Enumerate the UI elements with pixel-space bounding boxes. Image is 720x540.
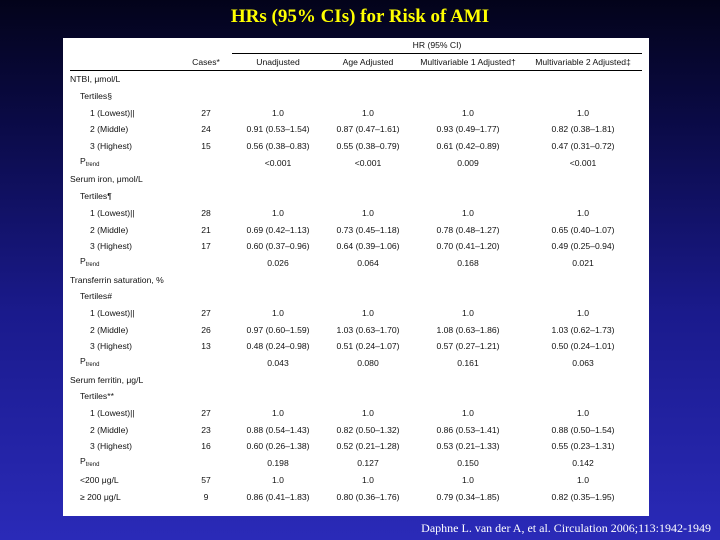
table-cell: 1.0 [462, 408, 474, 419]
row-label [70, 138, 180, 155]
table-cell: <0.001 [354, 157, 382, 168]
table-panel [63, 38, 649, 516]
table-cell: 9 [203, 491, 209, 502]
table-cell: 0.91 (0.53–1.54) [246, 124, 310, 135]
table-cell: 0.88 (0.54–1.43) [246, 424, 310, 435]
table-cell: 0.026 [267, 257, 289, 268]
table-cell: 0.49 (0.25–0.94) [551, 241, 615, 252]
table-cell: 0.063 [572, 358, 594, 369]
table-cell: 1.0 [272, 474, 284, 485]
table-cell: 0.57 (0.27–1.21) [436, 341, 500, 352]
row-label [70, 321, 180, 338]
row-label-text: Tertiles# [80, 291, 112, 302]
table-cell: 1.0 [272, 408, 284, 419]
row-label-text: Serum iron, μmol/L [70, 174, 143, 185]
table-cell: 1.0 [577, 474, 589, 485]
table-row [70, 71, 642, 88]
table-row [70, 488, 642, 505]
table-cell [324, 171, 412, 188]
row-label [70, 455, 180, 472]
row-label-text: Tertiles** [80, 391, 114, 402]
table-cell: 26 [201, 324, 211, 335]
table-group-header-row [70, 38, 642, 54]
row-label-subscript: trend [85, 161, 100, 168]
table-cell [180, 371, 232, 388]
table-row [70, 121, 642, 138]
table-cell: 1.0 [362, 474, 374, 485]
row-label-text: P [80, 155, 86, 166]
table-cell [524, 71, 642, 88]
table-cell [524, 271, 642, 288]
table-cell [324, 188, 412, 205]
table-cell [412, 271, 524, 288]
row-label-text: 2 (Middle) [90, 224, 129, 235]
row-label [70, 71, 180, 88]
table-cell: 15 [201, 141, 211, 152]
row-label-text: 3 (Highest) [90, 241, 133, 252]
table-cell: 1.0 [462, 207, 474, 218]
table-row [70, 388, 642, 405]
table-cell: 0.51 (0.24–1.07) [336, 341, 400, 352]
table-cell: 0.64 (0.39–1.06) [336, 241, 400, 252]
row-label [70, 221, 180, 238]
table-row [70, 305, 642, 322]
column-header-cases: Cases* [180, 54, 232, 71]
table-cell [324, 88, 412, 105]
row-label-text: NTBI, μmol/L [70, 74, 121, 85]
table-cell [524, 188, 642, 205]
row-label-subscript: trend [85, 462, 100, 469]
row-label-text: Transferrin saturation, % [70, 274, 164, 285]
table-cell: <0.001 [569, 157, 597, 168]
row-label-text: 3 (Highest) [90, 141, 133, 152]
table-cell: 0.73 (0.45–1.18) [336, 224, 400, 235]
row-label [70, 104, 180, 121]
table-cell: 57 [201, 474, 211, 485]
table-cell: 0.52 (0.21–1.28) [336, 441, 400, 452]
table-row [70, 154, 642, 171]
column-header-multivariable-1: Multivariable 1 Adjusted† [412, 54, 524, 71]
table-cell: 24 [201, 124, 211, 135]
table-cell: 17 [201, 241, 211, 252]
table-row [70, 255, 642, 272]
row-label [70, 121, 180, 138]
table-cell: 1.03 (0.62–1.73) [551, 324, 615, 335]
column-header-multivariable-2: Multivariable 2 Adjusted‡ [524, 54, 642, 71]
table-cell [180, 388, 232, 405]
table-cell: 0.70 (0.41–1.20) [436, 241, 500, 252]
table-cell [524, 88, 642, 105]
table-cell: 0.79 (0.34–1.85) [436, 491, 500, 502]
table-row [70, 138, 642, 155]
table-cell: 16 [201, 441, 211, 452]
row-label [70, 238, 180, 255]
table-cell [180, 88, 232, 105]
table-cell: 0.55 (0.38–0.79) [336, 141, 400, 152]
row-label-text: Tertiles§ [80, 91, 112, 102]
row-label [70, 472, 180, 489]
table-cell: 27 [201, 408, 211, 419]
table-cell: 0.60 (0.37–0.96) [246, 241, 310, 252]
table-cell [524, 388, 642, 405]
table-cell: 0.47 (0.31–0.72) [551, 141, 615, 152]
table-cell: 1.0 [577, 307, 589, 318]
table-cell: 23 [201, 424, 211, 435]
table-cell: 1.0 [577, 408, 589, 419]
table-cell: 1.0 [462, 107, 474, 118]
row-label-text: 1 (Lowest)|| [90, 307, 135, 318]
citation: Daphne L. van der A, et al. Circulation 2006;113:1942-1949 [421, 521, 711, 535]
row-label [70, 405, 180, 422]
table-cell: 0.127 [357, 458, 379, 469]
table-cell [180, 171, 232, 188]
table-cell: 0.142 [572, 458, 594, 469]
row-label [70, 288, 180, 305]
table-cell [232, 171, 324, 188]
row-label [70, 255, 180, 272]
row-label [70, 271, 180, 288]
table-cell: 1.0 [577, 207, 589, 218]
table-row [70, 171, 642, 188]
slide-title: HRs (95% CIs) for Risk of AMI [230, 6, 490, 27]
row-label-text: <200 μg/L [80, 474, 119, 485]
table-cell: 1.0 [462, 307, 474, 318]
table-cell: 0.021 [572, 257, 594, 268]
table-cell [232, 71, 324, 88]
table-cell: 0.82 (0.35–1.95) [551, 491, 615, 502]
table-cell: 0.150 [457, 458, 479, 469]
table-cell [324, 288, 412, 305]
table-cell: 0.56 (0.38–0.83) [246, 141, 310, 152]
row-label [70, 355, 180, 372]
table-cell: 0.61 (0.42–0.89) [436, 141, 500, 152]
table-cell [180, 271, 232, 288]
table-body [70, 71, 642, 505]
table-row [70, 271, 642, 288]
table-row [70, 472, 642, 489]
table-cell: 0.161 [457, 358, 479, 369]
row-label [70, 188, 180, 205]
row-label [70, 305, 180, 322]
column-header-age-adjusted: Age Adjusted [324, 54, 412, 71]
row-label [70, 371, 180, 388]
row-label-text: Tertiles¶ [80, 191, 112, 202]
table-cell: 0.65 (0.40–1.07) [551, 224, 615, 235]
row-label [70, 421, 180, 438]
table-row [70, 338, 642, 355]
table-row [70, 421, 642, 438]
table-cell: 1.0 [362, 307, 374, 318]
row-label-text: 1 (Lowest)|| [90, 107, 135, 118]
row-label-subscript: trend [85, 261, 100, 268]
table-cell: 1.03 (0.63–1.70) [336, 324, 400, 335]
table-cell [324, 371, 412, 388]
row-label [70, 338, 180, 355]
row-label-text: ≥ 200 μg/L [80, 491, 121, 502]
row-label [70, 88, 180, 105]
table-cell: 1.0 [577, 107, 589, 118]
table-cell [232, 288, 324, 305]
table-cell: 0.009 [457, 157, 479, 168]
table-cell: 0.080 [357, 358, 379, 369]
row-label [70, 205, 180, 222]
row-label-text: 3 (Highest) [90, 341, 133, 352]
row-label [70, 171, 180, 188]
row-label [70, 154, 180, 171]
row-label-text: 2 (Middle) [90, 124, 129, 135]
table-cell: 27 [201, 307, 211, 318]
table-cell [232, 371, 324, 388]
table-row [70, 405, 642, 422]
table-cell [412, 188, 524, 205]
row-label-subscript: trend [85, 362, 100, 369]
table-cell [180, 255, 232, 272]
table-row [70, 355, 642, 372]
table-cell: 0.87 (0.47–1.61) [336, 124, 400, 135]
row-label-text: P [80, 356, 86, 367]
table-cell [412, 88, 524, 105]
row-label-text: 1 (Lowest)|| [90, 408, 135, 419]
hr-group-header: HR (95% CI) [232, 40, 642, 54]
table-cell [412, 171, 524, 188]
table-cell [524, 288, 642, 305]
table-cell: 0.82 (0.50–1.32) [336, 424, 400, 435]
table-cell: 27 [201, 107, 211, 118]
table-cell: 1.08 (0.63–1.86) [436, 324, 500, 335]
table-cell: 0.86 (0.41–1.83) [246, 491, 310, 502]
table-cell: 0.88 (0.50–1.54) [551, 424, 615, 435]
table-cell: 0.78 (0.48–1.27) [436, 224, 500, 235]
table-cell [180, 154, 232, 171]
table-cell [232, 188, 324, 205]
table-row [70, 371, 642, 388]
table-cell [180, 355, 232, 372]
table-cell: 13 [201, 341, 211, 352]
table-row [70, 321, 642, 338]
table-cell: 0.93 (0.49–1.77) [436, 124, 500, 135]
table-cell: 1.0 [272, 307, 284, 318]
table-cell: 0.50 (0.24–1.01) [551, 341, 615, 352]
row-label-text: 2 (Middle) [90, 424, 129, 435]
table-row [70, 438, 642, 455]
table-cell [412, 71, 524, 88]
table-row [70, 288, 642, 305]
table-cell [232, 388, 324, 405]
table-row [70, 205, 642, 222]
table-cell: 0.48 (0.24–0.98) [246, 341, 310, 352]
table-cell [232, 271, 324, 288]
table-cell [180, 288, 232, 305]
table-cell [232, 88, 324, 105]
table-row [70, 455, 642, 472]
table-row [70, 188, 642, 205]
row-label-text: P [80, 456, 86, 467]
table-cell: 0.86 (0.53–1.41) [436, 424, 500, 435]
row-label [70, 388, 180, 405]
table-cell: 0.043 [267, 358, 289, 369]
table-cell: 0.53 (0.21–1.33) [436, 441, 500, 452]
column-header-unadjusted: Unadjusted [232, 54, 324, 71]
table-column-header-row [70, 54, 642, 71]
table-cell [180, 188, 232, 205]
hazard-ratio-table [70, 38, 642, 505]
table-cell [412, 288, 524, 305]
table-cell: <0.001 [264, 157, 292, 168]
row-label-text: 3 (Highest) [90, 441, 133, 452]
table-cell: 28 [201, 207, 211, 218]
table-cell: 21 [201, 224, 211, 235]
table-cell: 1.0 [272, 207, 284, 218]
table-cell: 0.80 (0.36–1.76) [336, 491, 400, 502]
table-cell: 1.0 [362, 207, 374, 218]
table-cell [524, 171, 642, 188]
table-row [70, 104, 642, 121]
table-cell [180, 71, 232, 88]
table-cell: 1.0 [462, 474, 474, 485]
table-cell: 0.82 (0.38–1.81) [551, 124, 615, 135]
row-label-text: Serum ferritin, μg/L [70, 374, 144, 385]
table-cell [524, 371, 642, 388]
table-cell [180, 455, 232, 472]
row-label-text: 2 (Middle) [90, 324, 129, 335]
table-cell: 0.064 [357, 257, 379, 268]
table-cell: 0.60 (0.26–1.38) [246, 441, 310, 452]
table-cell: 0.97 (0.60–1.59) [246, 324, 310, 335]
row-label-text: P [80, 255, 86, 266]
table-cell [324, 271, 412, 288]
table-cell: 0.168 [457, 257, 479, 268]
table-cell: 0.69 (0.42–1.13) [246, 224, 310, 235]
table-cell: 0.198 [267, 458, 289, 469]
table-cell [324, 388, 412, 405]
row-label-text: 1 (Lowest)|| [90, 207, 135, 218]
row-label [70, 488, 180, 505]
table-cell [412, 371, 524, 388]
table-cell: 1.0 [362, 107, 374, 118]
table-row [70, 88, 642, 105]
table-cell: 1.0 [272, 107, 284, 118]
row-label [70, 438, 180, 455]
table-cell [324, 71, 412, 88]
table-cell: 0.55 (0.23–1.31) [551, 441, 615, 452]
table-cell: 1.0 [362, 408, 374, 419]
table-row [70, 238, 642, 255]
table-row [70, 221, 642, 238]
table-cell [412, 388, 524, 405]
